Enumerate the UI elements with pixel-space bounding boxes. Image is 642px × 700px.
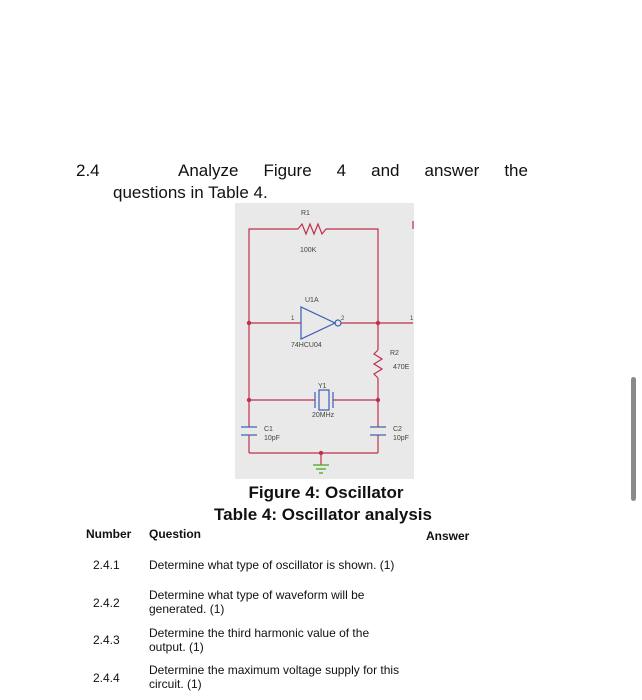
row-question	[149, 626, 419, 654]
question-line: Determine the maximum voltage supply for this	[149, 663, 400, 677]
question-text-line-1	[178, 161, 528, 181]
junction-dot	[247, 321, 251, 325]
wire	[249, 229, 298, 323]
row-question	[149, 663, 419, 691]
c2-value: 10pF	[393, 435, 409, 442]
header-question: Question	[149, 527, 202, 541]
question-word: Analyze	[178, 161, 239, 180]
question-word: and	[371, 161, 400, 180]
r2-resistor-symbol	[374, 350, 382, 378]
pin-in-label: 1	[291, 316, 295, 322]
junction-dot	[376, 321, 380, 325]
c2-label: C2	[393, 426, 402, 433]
r1-value: 100K	[300, 247, 317, 254]
row-number: 2.4.1	[93, 558, 120, 572]
question-word: the	[504, 161, 528, 180]
question-number: 2.4	[76, 161, 100, 180]
question-line: circuit. (1)	[149, 677, 202, 691]
pin-right-label: 1	[410, 316, 414, 322]
r2-value: 470E	[393, 364, 410, 371]
question-line: Determine what type of waveform will be	[149, 588, 365, 602]
inverter-symbol	[301, 307, 335, 339]
question-word: 4	[336, 161, 347, 180]
row-number: 2.4.4	[93, 671, 120, 685]
question-line: Determine what type of oscillator is shown. (1)	[149, 558, 395, 572]
header-answer: Answer	[426, 529, 470, 543]
question-line: Determine the third harmonic value of the	[149, 626, 370, 640]
row-question	[149, 558, 419, 572]
question-line: generated. (1)	[149, 602, 225, 616]
r2-label: R2	[390, 350, 399, 357]
question-line: output. (1)	[149, 640, 204, 654]
junction-dot	[319, 451, 323, 455]
question-word: answer	[424, 161, 480, 180]
c1-value: 10pF	[264, 435, 280, 442]
crystal-body	[319, 390, 329, 410]
r1-label: R1	[301, 210, 310, 217]
row-question	[149, 588, 419, 616]
junction-dot	[247, 398, 251, 402]
question-text-line-2: questions in Table 4.	[113, 183, 268, 202]
row-number: 2.4.2	[93, 596, 120, 610]
question-word: Figure	[263, 161, 312, 180]
table-caption: Table 4: Oscillator analysis	[214, 505, 432, 524]
figure-caption: Figure 4: Oscillator	[248, 483, 404, 502]
y1-value: 20MHz	[312, 412, 335, 419]
pin-out-label: 2	[341, 316, 345, 322]
scrollbar-thumb[interactable]	[631, 377, 636, 501]
y1-label: Y1	[318, 383, 327, 390]
oscillator-circuit-figure	[235, 203, 414, 479]
r1-resistor-symbol	[298, 224, 326, 234]
c1-label: C1	[264, 426, 273, 433]
wire	[326, 229, 378, 323]
header-number: Number	[86, 527, 132, 541]
u1-part-number: 74HCU04	[291, 342, 322, 349]
junction-dot	[376, 398, 380, 402]
u1-label: U1A	[305, 297, 319, 304]
row-number: 2.4.3	[93, 633, 120, 647]
circuit-schematic	[235, 203, 414, 479]
ground-symbol	[313, 465, 329, 473]
